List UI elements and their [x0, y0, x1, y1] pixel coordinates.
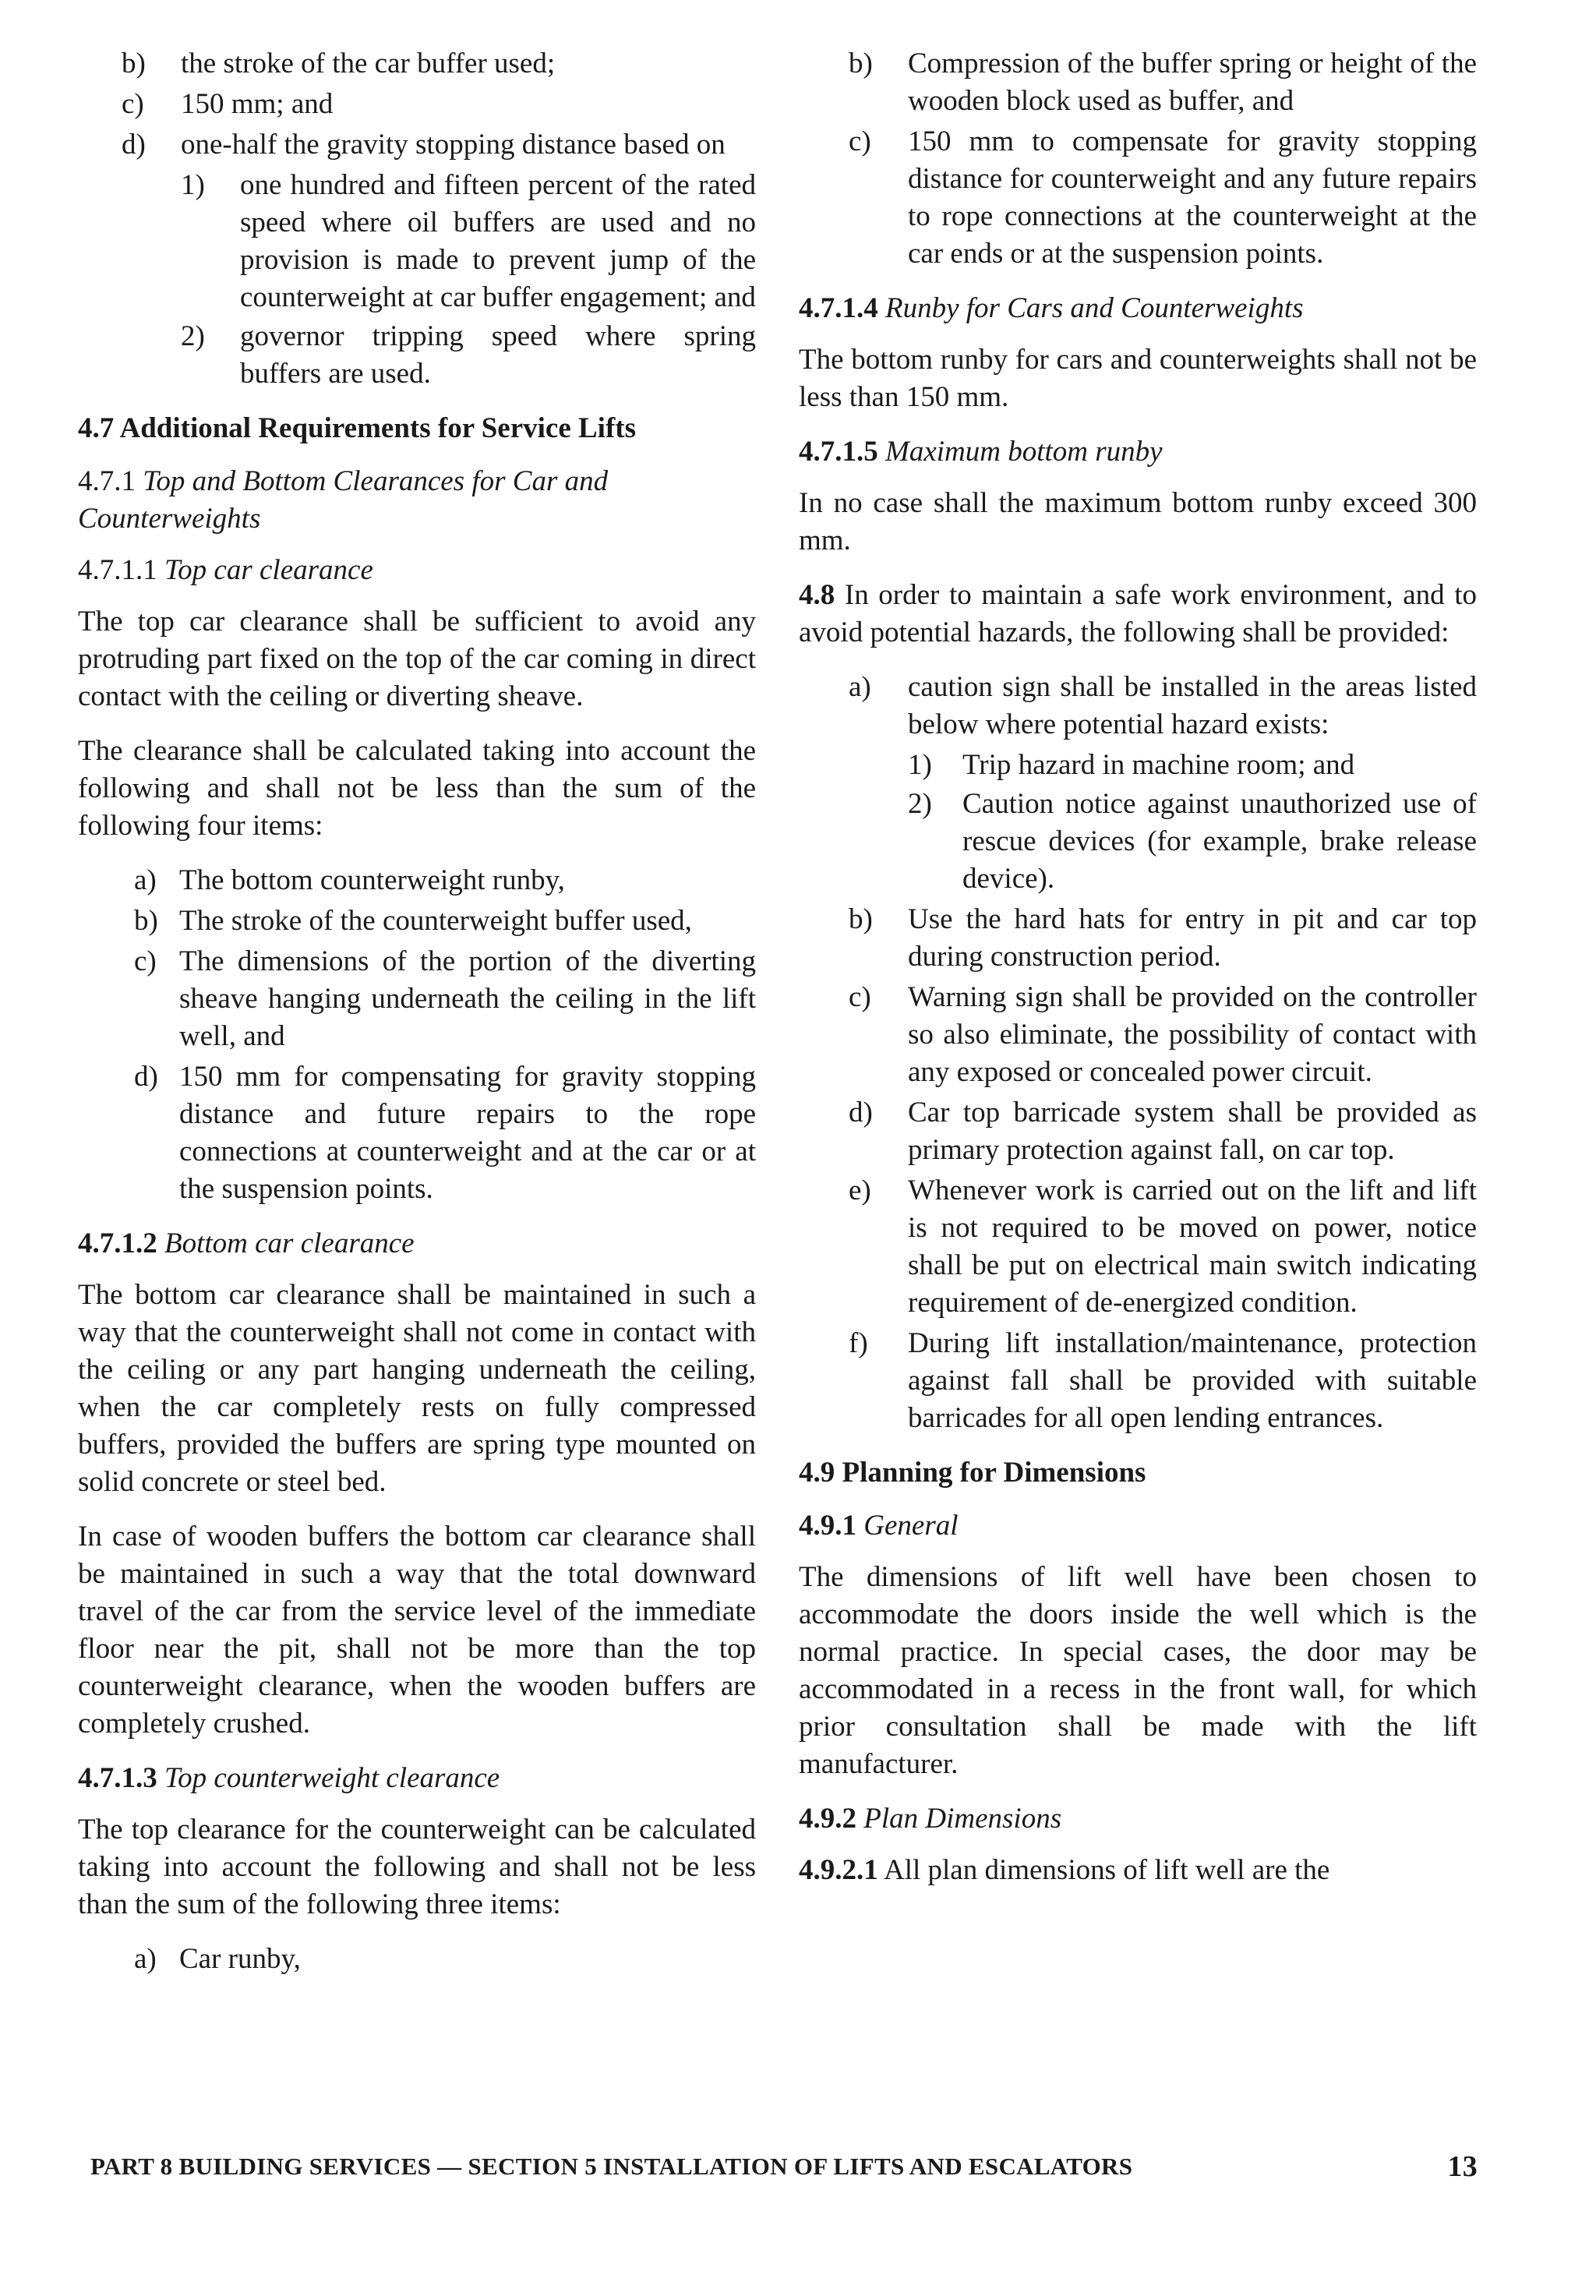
list-item	[122, 45, 756, 83]
section-heading-4-7-1-2: 4.7.1.2 Bottom car clearance	[78, 1227, 415, 1259]
list-item	[849, 979, 1477, 1091]
list-text: Compression of the buffer spring or height of the wooden block used as buffer, and	[908, 48, 1477, 117]
list-item	[849, 45, 1477, 120]
list-item	[849, 1172, 1477, 1322]
list-marker: 1)	[181, 169, 205, 201]
list-marker: 2)	[908, 788, 932, 820]
list-marker: c)	[134, 945, 157, 977]
list-marker: e)	[849, 1174, 871, 1206]
right-column	[799, 45, 1477, 1906]
page-footer	[90, 2150, 1478, 2183]
list-marker: b)	[849, 903, 873, 935]
list-marker: c)	[849, 981, 871, 1013]
list-item	[849, 901, 1477, 976]
list-text: Trip hazard in machine room; and	[962, 749, 1355, 781]
list-text: Whenever work is carried out on the lift and lift is not required to be moved on power, notice shall be put on electrical main switch indicating requirement of de-energized condition.	[908, 1174, 1477, 1319]
section-4-9-2-1-paragraph: 4.9.2.1 All plan dimensions of lift well are the	[799, 1854, 1330, 1886]
list-text: Warning sign shall be provided on the controller so also eliminate, the possibility of contact with any exposed or concealed power circuit.	[908, 981, 1477, 1088]
section-heading-4-7-1-5: 4.7.1.5 Maximum bottom runby	[799, 436, 1163, 468]
list-text: the stroke of the car buffer used;	[181, 48, 556, 79]
list-text: Car runby,	[179, 1943, 301, 1975]
list-text: one hundred and fifteen percent of the rated speed where oil buffers are used and no provision is made to prevent jump of the counterweight at car buffer engagement; and	[240, 169, 756, 313]
list-text: The bottom counterweight runby,	[179, 864, 565, 896]
section-heading-4-9: 4.9 Planning for Dimensions	[799, 1457, 1146, 1489]
list-text: Car top barricade system shall be provided as primary protection against fall, on car top.	[908, 1097, 1477, 1166]
sub-list-item	[181, 318, 756, 393]
list-item	[122, 126, 756, 393]
section-4-8-paragraph: 4.8 In order to maintain a safe work environment, and to avoid potential hazards, the following shall be provided:	[799, 579, 1478, 648]
list-text: caution sign shall be installed in the areas listed below where potential hazard exists:	[908, 671, 1477, 740]
paragraph: The clearance shall be calculated taking into account the following and shall not be less than the sum of the following four items:	[78, 735, 756, 842]
list-text: Use the hard hats for entry in pit and car top during construction period.	[908, 903, 1477, 973]
list-marker: d)	[134, 1061, 158, 1093]
list-marker: a)	[849, 671, 871, 703]
paragraph: The bottom car clearance shall be maintained in such a way that the counterweight shall not come in contact with the ceiling or any part hanging underneath the ceiling, when the car completely rests on fully compressed buffers, provided the buffers are spring type mounted on solid concrete or steel bed.	[78, 1279, 756, 1498]
list-marker: a)	[134, 864, 157, 896]
section-heading-4-7: 4.7 Additional Requirements for Service Lifts	[78, 412, 636, 444]
section-heading-4-9-1: 4.9.1 General	[799, 1510, 959, 1542]
list-item	[849, 669, 1477, 898]
list-item	[134, 1058, 756, 1208]
list-item	[134, 1941, 756, 1978]
list-marker: c)	[122, 88, 144, 120]
list-marker: 1)	[908, 749, 932, 781]
list-text: governor tripping speed where spring buffers are used.	[240, 320, 756, 390]
list-marker: b)	[134, 905, 158, 937]
paragraph: The top car clearance shall be sufficient to avoid any protruding part fixed on the top of the car coming in direct contact with the ceiling or diverting sheave.	[78, 606, 756, 712]
four-items-list	[134, 862, 756, 1208]
list-marker: d)	[849, 1097, 873, 1129]
list-marker: d)	[122, 129, 146, 161]
sub-list-item	[908, 747, 1477, 784]
list-item	[134, 943, 756, 1055]
sub-list-item	[181, 167, 756, 316]
list-item	[849, 123, 1477, 273]
page-number: 13	[1447, 2150, 1478, 2183]
list-item	[134, 903, 756, 940]
list-item	[134, 862, 756, 899]
section-heading-4-9-2: 4.9.2 Plan Dimensions	[799, 1803, 1062, 1835]
list-item	[849, 1094, 1477, 1169]
list-text: 150 mm; and	[181, 88, 334, 120]
list-marker: c)	[849, 125, 871, 157]
list-text: 150 mm to compensate for gravity stopping distance for counterweight and any future repairs to rope connections at the counterweight at the car ends or at the suspension points.	[908, 125, 1477, 270]
list-text: one-half the gravity stopping distance based on	[181, 129, 726, 161]
paragraph: The bottom runby for cars and counterweights shall not be less than 150 mm.	[799, 344, 1477, 413]
paragraph: In case of wooden buffers the bottom car clearance shall be maintained in such a way that the total downward travel of the car from the service level of the immediate floor near the pit, shall not be more than the top counterweight clearance, when the wooden buffers are completely crushed.	[78, 1521, 756, 1740]
section-heading-4-7-1-1: 4.7.1.1 Top car clearance	[78, 554, 373, 586]
footer-text: PART 8 BUILDING SERVICES — SECTION 5 INSTALLATION OF LIFTS AND ESCALATORS	[90, 2153, 1133, 2180]
list-marker: f)	[849, 1327, 868, 1359]
list-text: During lift installation/maintenance, protection against fall shall be provided with suitable barricades for all open lending entrances.	[908, 1327, 1477, 1434]
section-4-8-list	[849, 669, 1477, 1437]
paragraph: In no case shall the maximum bottom runby exceed 300 mm.	[799, 487, 1477, 556]
paragraph: The top clearance for the counterweight can be calculated taking into account the following and shall not be less than the sum of the following three items:	[78, 1814, 756, 1920]
list-text: The stroke of the counterweight buffer used,	[179, 905, 692, 937]
list-item	[849, 1325, 1477, 1437]
list-marker: 2)	[181, 320, 205, 352]
list-marker: b)	[849, 48, 873, 79]
right-top-list	[849, 45, 1477, 273]
three-items-list	[134, 1941, 756, 1978]
list-text: The dimensions of the portion of the diverting sheave hanging underneath the ceiling in the lift well, and	[179, 945, 756, 1052]
sub-list-item	[908, 786, 1477, 898]
section-heading-4-7-1-4: 4.7.1.4 Runby for Cars and Counterweights	[799, 292, 1304, 324]
left-column	[78, 45, 756, 1995]
list-text: 150 mm for compensating for gravity stopping distance and future repairs to the rope connections at counterweight and at the car or at the suspension points.	[179, 1061, 756, 1205]
list-text: Caution notice against unauthorized use of rescue devices (for example, brake release device).	[962, 788, 1477, 895]
paragraph: The dimensions of lift well have been chosen to accommodate the doors inside the well which is the normal practice. In special cases, the door may be accommodated in a recess in the front wall, for which prior consultation shall be made with the lift manufacturer.	[799, 1561, 1477, 1780]
list-marker: a)	[134, 1943, 157, 1975]
section-4-8-sublist	[908, 747, 1477, 898]
list-item	[122, 86, 756, 123]
section-heading-4-7-1: 4.7.1 Top and Bottom Clearances for Car and Counterweights	[78, 465, 609, 535]
section-heading-4-7-1-3: 4.7.1.3 Top counterweight clearance	[78, 1762, 500, 1794]
left-top-list	[122, 45, 756, 393]
list-marker: b)	[122, 48, 146, 79]
left-top-sublist	[181, 167, 756, 393]
